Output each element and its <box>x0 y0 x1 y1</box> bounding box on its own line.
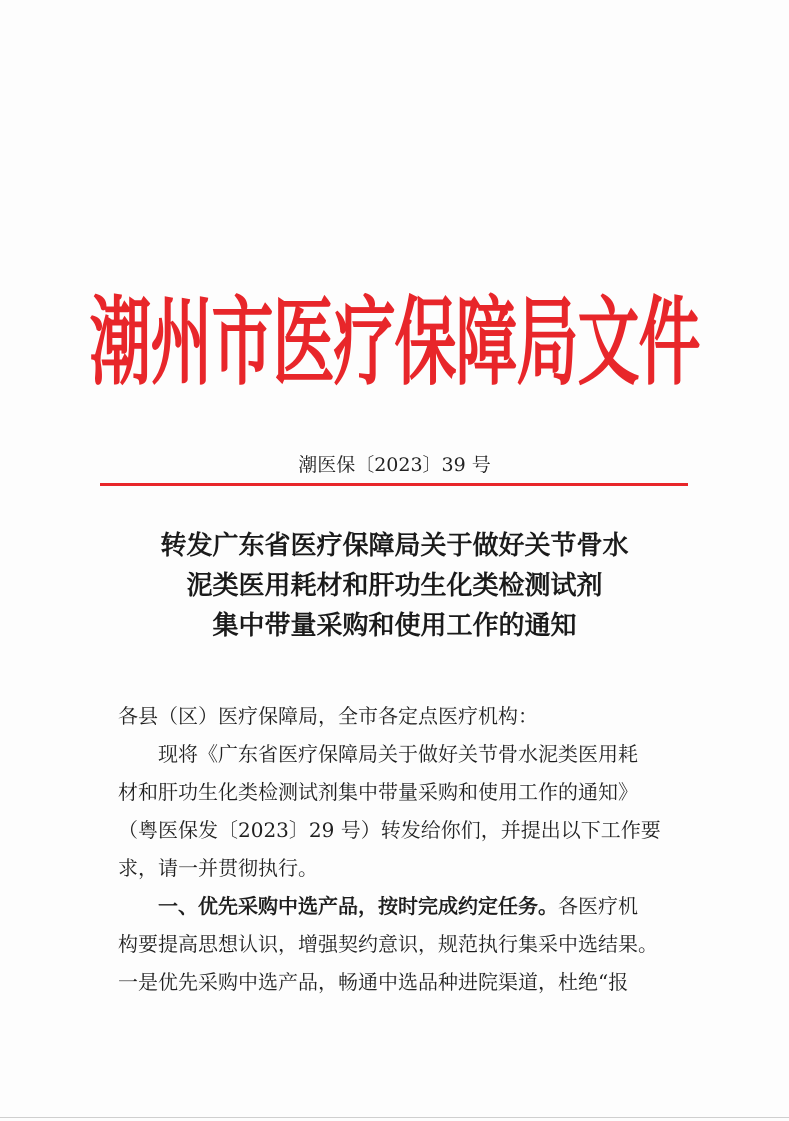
title-line: 集中带量采购和使用工作的通知 <box>212 611 577 641</box>
paragraph-line: 材和肝功生化类检测试剂集中带量采购和使用工作的通知》 <box>118 780 638 804</box>
paragraph-line: 构要提高思想认识，增强契约意识，规范执行集采中选结果。 <box>118 932 658 956</box>
document-masthead: 潮州市医疗保障局文件 <box>89 285 700 399</box>
section-heading-rest: 各医疗机 <box>558 894 638 918</box>
paragraph-line: 现将《广东省医疗保障局关于做好关节骨水泥类医用耗 <box>158 742 638 766</box>
title-line: 泥类医用耗材和肝功生化类检测试剂 <box>186 571 603 601</box>
page-bottom-edge <box>0 1117 789 1118</box>
section-heading-line <box>118 887 688 925</box>
document-number: 潮医保〔2023〕39 号 <box>298 454 491 476</box>
salutation: 各县（区）医疗保障局，全市各定点医疗机构： <box>118 704 538 728</box>
document-title <box>60 526 729 646</box>
paragraph-line: （粤医保发〔2023〕29 号）转发给你们，并提出以下工作要 <box>118 818 661 842</box>
paragraph-line: 一是优先采购中选产品，畅通中选品种进院渠道，杜绝“报 <box>118 970 629 994</box>
red-divider-line <box>100 483 688 486</box>
document-body <box>118 697 688 1001</box>
section-heading: 一、优先采购中选产品，按时完成约定任务。 <box>158 894 558 918</box>
paragraph-line: 求，请一并贯彻执行。 <box>118 856 318 880</box>
title-line: 转发广东省医疗保障局关于做好关节骨水 <box>160 531 629 561</box>
